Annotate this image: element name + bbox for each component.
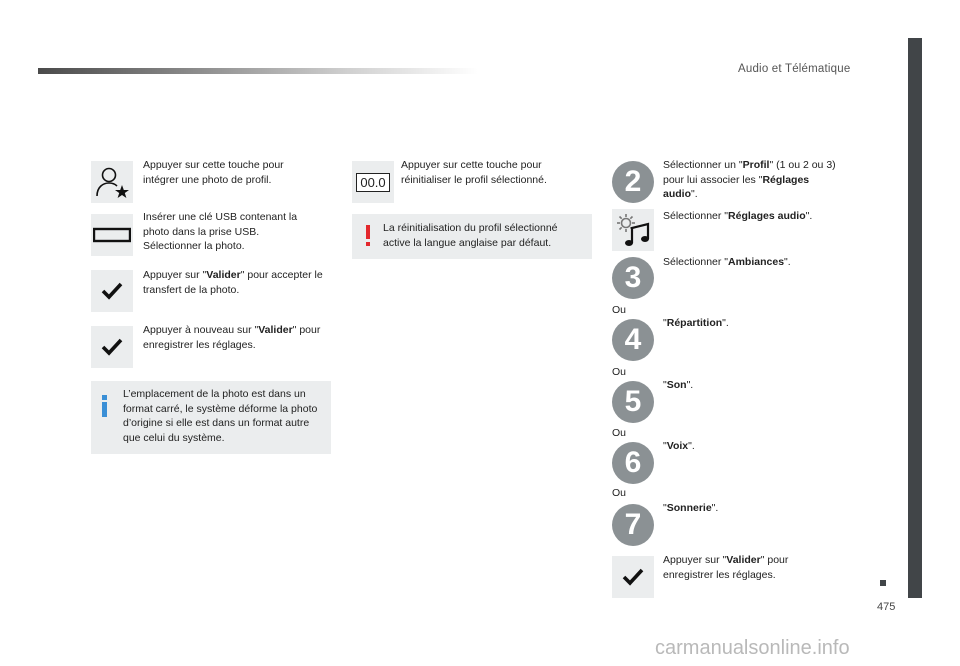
page-number: 475 [877, 601, 896, 613]
step-sonnerie-text: "Sonnerie". [663, 502, 719, 514]
step-number-6: 6 [612, 442, 654, 484]
step-number-4: 4 [612, 319, 654, 361]
reset-button-icon [352, 161, 394, 203]
step-photo-text: Appuyer sur cette touche pour intégrer une photo de profil. [143, 159, 284, 186]
warning-note-text: La réinitialisation du profil sélectionné active la langue anglaise par défaut. [383, 222, 558, 249]
reset-button-label: 00.0 [356, 173, 389, 192]
step-number-7: 7 [612, 504, 654, 546]
or-label: Ou [612, 427, 627, 439]
step-usb-text: Insérer une clé USB contenant la photo dans la prise USB. Sélectionner la photo. [143, 211, 298, 252]
step-voix-text: "Voix". [663, 440, 695, 452]
step-repartition-text: "Répartition". [663, 317, 729, 329]
or-label: Ou [612, 304, 627, 316]
step-validate-save-text: Appuyer à nouveau sur "Valider" pour enregistrer les réglages. [143, 324, 321, 351]
watermark: carmanualsonline.info [655, 637, 850, 659]
info-note-text: L’emplacement de la photo est dans un format carré, le système déforme la photo d’origine si elle est dans un format autre que celui du système. [123, 388, 318, 444]
warning-note [352, 214, 592, 259]
step-number-5: 5 [612, 381, 654, 423]
checkmark-icon [612, 556, 654, 598]
checkmark-icon [91, 270, 133, 312]
info-icon [101, 395, 109, 422]
usb-stick-icon [91, 214, 133, 256]
section-title: Audio et Télématique [738, 63, 851, 75]
warning-icon [365, 225, 371, 252]
step-profile-text: Sélectionner un "Profil" (1 ou 2 ou 3) pour lui associer les "Réglages audio". [663, 159, 836, 200]
or-label: Ou [612, 487, 627, 499]
info-note [91, 381, 331, 454]
step-number-2: 2 [612, 161, 654, 203]
step-audio-settings-text: Sélectionner "Réglages audio". [663, 210, 813, 222]
step-final-validate-text: Appuyer sur "Valider" pour enregistrer les réglages. [663, 554, 789, 581]
step-number-3: 3 [612, 257, 654, 299]
or-label: Ou [612, 366, 627, 378]
step-reset-text: Appuyer sur cette touche pour réinitialiser le profil sélectionné. [401, 159, 547, 186]
profile-photo-icon [91, 161, 133, 203]
side-rail [908, 38, 922, 598]
step-validate-transfer-text: Appuyer sur "Valider" pour accepter le transfert de la photo. [143, 269, 323, 296]
checkmark-icon [91, 326, 133, 368]
step-son-text: "Son". [663, 379, 694, 391]
page-marker [880, 580, 886, 586]
header-gradient-bar [38, 68, 478, 74]
audio-settings-icon [612, 209, 654, 251]
step-ambiances-text: Sélectionner "Ambiances". [663, 256, 791, 268]
